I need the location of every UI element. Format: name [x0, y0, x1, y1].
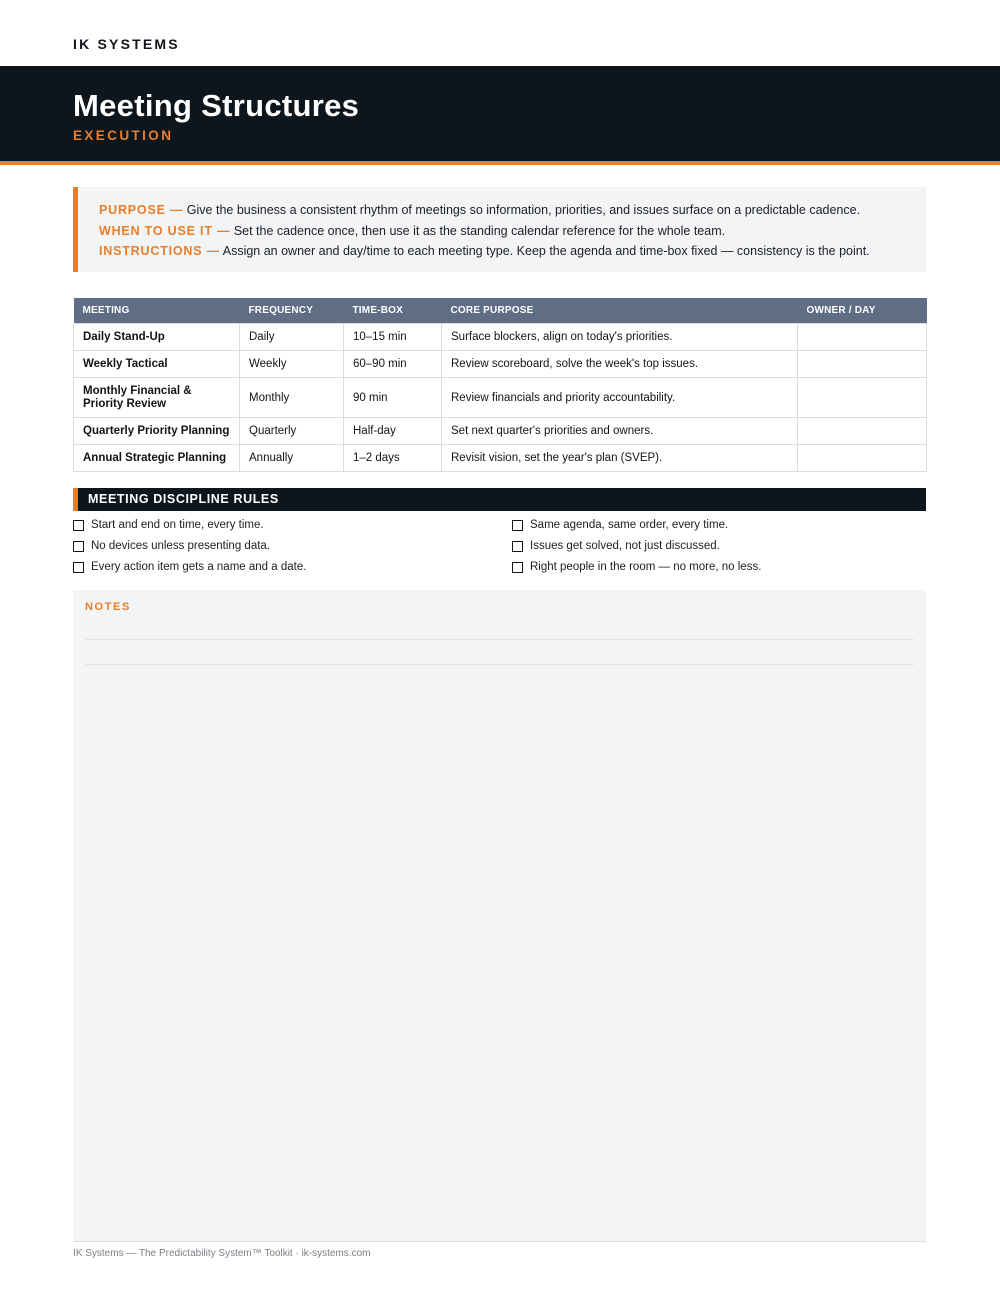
- meeting-name-cell: Annual Strategic Planning: [74, 445, 240, 472]
- notes-line: [85, 664, 914, 665]
- when-text: Set the cadence once, then use it as the standing calendar reference for the whole team.: [233, 223, 726, 238]
- rule-text: No devices unless presenting data.: [91, 540, 270, 552]
- rule-text: Issues get solved, not just discussed.: [530, 540, 720, 552]
- table-row: [74, 324, 927, 351]
- frequency-cell: Daily: [240, 324, 344, 351]
- instructions-text: Assign an owner and day/time to each meeting type. Keep the agenda and time-box fixed — consistency is the point.: [222, 244, 870, 258]
- core-purpose-cell: Revisit vision, set the year's plan (SVEP).: [442, 445, 798, 472]
- checkbox-icon[interactable]: [73, 541, 84, 552]
- rule-text: Start and end on time, every time.: [91, 519, 264, 531]
- brand-wordmark: IK SYSTEMS: [73, 36, 180, 52]
- time-box-cell: 60–90 min: [344, 351, 442, 378]
- checkbox-icon[interactable]: [512, 541, 523, 552]
- column-header-owner-day: OWNER / DAY: [798, 298, 927, 324]
- checkbox-icon[interactable]: [73, 520, 84, 531]
- table-row: [74, 445, 927, 472]
- meeting-table: [73, 298, 927, 472]
- table-header-row: [74, 298, 927, 324]
- rules-section-title: MEETING DISCIPLINE RULES: [73, 488, 926, 511]
- notes-area[interactable]: [73, 590, 926, 1241]
- core-purpose-cell: Review scoreboard, solve the week's top issues.: [442, 351, 798, 378]
- intro-callout: [73, 187, 926, 272]
- owner-day-cell[interactable]: [798, 324, 927, 351]
- core-purpose-cell: Review financials and priority accountability.: [442, 378, 798, 418]
- meeting-name-cell: Daily Stand-Up: [74, 324, 240, 351]
- frequency-cell: Monthly: [240, 378, 344, 418]
- core-purpose-cell: Set next quarter's priorities and owners.: [442, 418, 798, 445]
- instructions-label: INSTRUCTIONS —: [99, 244, 220, 258]
- owner-day-cell[interactable]: [798, 445, 927, 472]
- rule-item[interactable]: [512, 559, 761, 575]
- core-purpose-cell: Surface blockers, align on today's priorities.: [442, 324, 798, 351]
- table-row: [74, 351, 927, 378]
- purpose-label: PURPOSE —: [99, 203, 184, 217]
- footer-text: IK Systems — The Predictability System™ Toolkit · ik-systems.com: [73, 1248, 371, 1259]
- rule-item[interactable]: [512, 538, 720, 554]
- rule-item[interactable]: [73, 517, 264, 533]
- rule-item[interactable]: [512, 517, 728, 533]
- table-row: [74, 378, 927, 418]
- table-row: [74, 418, 927, 445]
- checkbox-icon[interactable]: [512, 562, 523, 573]
- frequency-cell: Quarterly: [240, 418, 344, 445]
- column-header-time-box: TIME-BOX: [344, 298, 442, 324]
- column-header-meeting: MEETING: [74, 298, 240, 324]
- page-subtitle: EXECUTION: [73, 128, 174, 143]
- page-title: Meeting Structures: [73, 88, 360, 123]
- checkbox-icon[interactable]: [512, 520, 523, 531]
- when-line: [99, 221, 926, 242]
- title-banner: [0, 66, 1000, 165]
- column-header-core-purpose: CORE PURPOSE: [442, 298, 798, 324]
- meeting-name-cell: Quarterly Priority Planning: [74, 418, 240, 445]
- rule-item[interactable]: [73, 559, 306, 575]
- rule-text: Same agenda, same order, every time.: [530, 519, 729, 531]
- meeting-name-cell: Monthly Financial & Priority Review: [74, 378, 240, 418]
- when-label: WHEN TO USE IT —: [99, 223, 231, 238]
- time-box-cell: Half-day: [344, 418, 442, 445]
- owner-day-cell[interactable]: [798, 351, 927, 378]
- instructions-line: [99, 241, 926, 262]
- purpose-line: [99, 200, 926, 221]
- rule-text: Every action item gets a name and a date.: [91, 561, 307, 573]
- rule-item[interactable]: [73, 538, 270, 554]
- notes-line: [85, 639, 914, 640]
- column-header-frequency: FREQUENCY: [240, 298, 344, 324]
- owner-day-cell[interactable]: [798, 418, 927, 445]
- time-box-cell: 10–15 min: [344, 324, 442, 351]
- time-box-cell: 1–2 days: [344, 445, 442, 472]
- meeting-name-cell: Weekly Tactical: [74, 351, 240, 378]
- footer: [73, 1241, 926, 1259]
- frequency-cell: Weekly: [240, 351, 344, 378]
- notes-label: NOTES: [85, 601, 131, 613]
- frequency-cell: Annually: [240, 445, 344, 472]
- purpose-text: Give the business a consistent rhythm of meetings so information, priorities, and issues surface on a predictable cadence.: [186, 203, 861, 217]
- time-box-cell: 90 min: [344, 378, 442, 418]
- owner-day-cell[interactable]: [798, 378, 927, 418]
- rule-text: Right people in the room — no more, no less.: [530, 561, 762, 573]
- checkbox-icon[interactable]: [73, 562, 84, 573]
